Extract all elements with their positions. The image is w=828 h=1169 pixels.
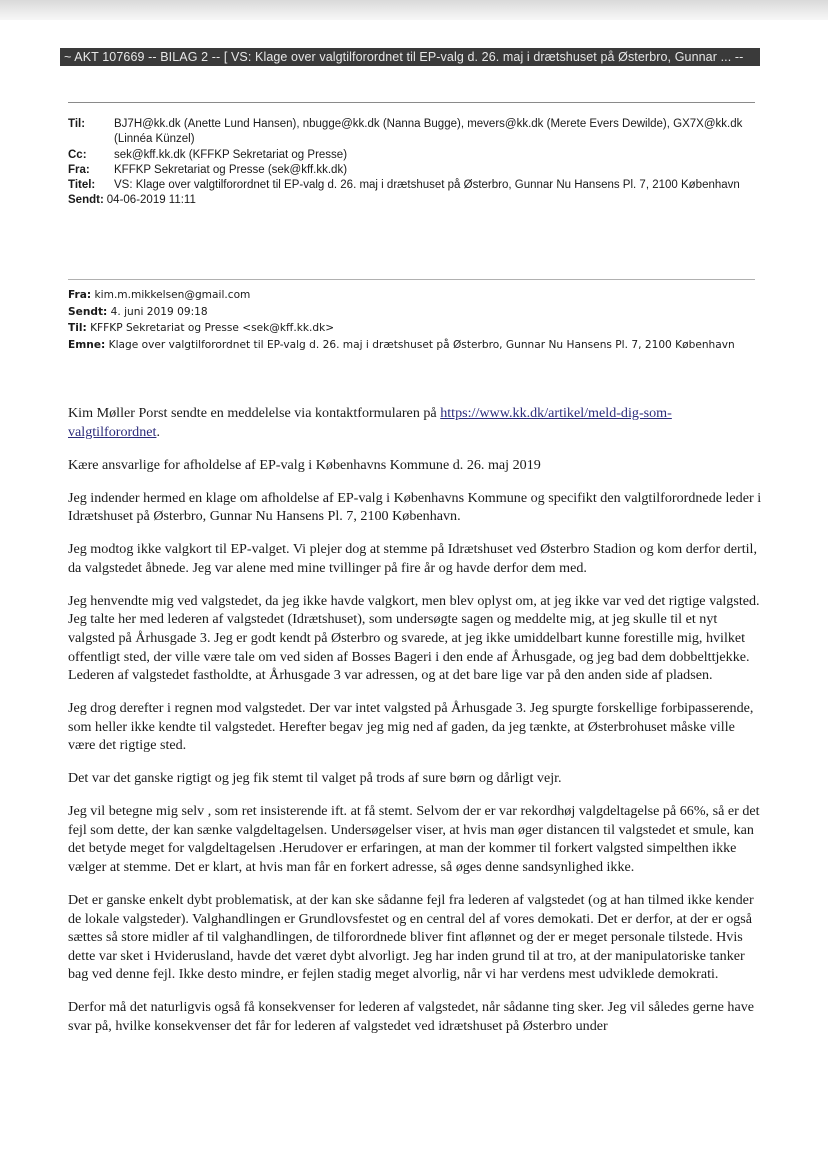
paragraph: Jeg modtog ikke valgkort til EP-valget. Vi plejer dog at stemme på Idrætshuset ved Østerbro Stadion og kom derfor dertil, da valgstedet åbnede. Jeg var alene med mine tvillinger på fire år og havde derfor dem med. [68, 541, 757, 576]
title-row [68, 178, 758, 193]
paragraph: Det var det ganske rigtigt og jeg fik stemt til valget på trods af sure børn og dårligt vejr. [68, 770, 562, 787]
title-value: VS: Klage over valgtilforordnet til EP-valg d. 26. maj i drætshuset på Østerbro, Gunnar Nu Hansens Pl. 7, 2100 København [114, 179, 740, 192]
paragraph: Det er ganske enkelt dybt problematisk, at der kan ske sådanne fejl fra lederen af valgstedet (og at han tilmed ikke kender de lokale valgsteder). Valghandlingen er Grundlovsfestet og en central del af vores demokati. Det er derfor, at der er også sættes så store midler af til valghandlingen, de tilforordnede bliver fint aflønnet og der er meget personale tilstede. Hvis dette var sket i Hviderusland, havde det været dybt alvorligt. Jeg har inden grund til at tro, at der manipulatoriske tanker bag ved denne fejl. Ikke desto mindre, er fejlen stadig meget alvorlig, når vi har verdens mest udviklede demokrati. [68, 892, 754, 983]
intro-text: Kim Møller Porst sendte en meddelelse via kontaktformularen på [68, 405, 441, 421]
orig-sent-row [68, 304, 758, 321]
orig-subject-value: Klage over valgtilforordnet til EP-valg d. 26. maj i drætshuset på Østerbro, Gunnar Nu Hansens Pl. 7, 2100 København [108, 338, 735, 351]
original-header [68, 287, 758, 353]
to-label: Til: [68, 118, 86, 130]
title-label: Titel: [68, 179, 96, 192]
orig-to-row [68, 320, 758, 337]
sent-row [68, 193, 758, 208]
divider [68, 279, 755, 280]
orig-from-label: Fra: [68, 289, 92, 301]
intro-paragraph [68, 404, 763, 441]
paragraph: Jeg vil betegne mig selv , som ret insisterende ift. at få stemt. Selvom der er var rekordhøj valgdeltagelse på 66%, så er det fejl som dette, der kan sænke valgdeltagelsen. Undersøgelser viser, at hvis man øger distancen til valgstedet et smule, kan det betyde meget for valgdeltagelsen .Herudover er erfaringen, at man der kommer til forkert valgsted simpelthen ikke vælger at stemme. Det er klart, at hvis man får en forkert adresse, så øges denne sandsynlighed ikke. [68, 803, 760, 876]
orig-subject-label: Emne: [68, 338, 106, 351]
from-value: KFFKP Sekretariat og Presse (sek@kff.kk.dk) [114, 163, 348, 176]
message-body [68, 404, 763, 1050]
orig-subject-row [68, 337, 758, 354]
sent-value: 04-06-2019 11:11 [106, 194, 196, 207]
orig-to-label: Til: [68, 322, 87, 335]
cc-value: sek@kff.kk.dk (KFFKP Sekretariat og Presse) [114, 148, 348, 161]
orig-from-value: kim.m.mikkelsen@gmail.com [94, 289, 251, 301]
cc-row [68, 148, 758, 163]
scan-edge [0, 0, 828, 20]
paragraph: Jeg indender hermed en klage om afholdelse af EP-valg i Københavns Kommune og specifikt den valgtilforordnede leder i Idrætshuset på Østerbro, Gunnar Nu Hansens Pl. 7, 2100 København. [68, 489, 762, 525]
paragraph: Jeg henvendte mig ved valgstedet, da jeg ikke havde valgkort, men blev oplyst om, at jeg ikke var ved det rigtige valgsted. Jeg talte her med lederen af valgstedet (Idrætshuset), som undersøgte sagen og meddelte mig, at jeg skulle til et nyt valgsted på Århusgade 3. Jeg er godt kendt på Østerbro og svarede, at jeg ikke umiddelbart kunne forestille mig, hvilket offentligt sted, der ville være tale om ved siden af Bosses Bageri i den ende af Århusgade, og jeg bad dem dobbelttjekke. Lederen af valgstedet fastholdte, at Århusgade 3 var adressen, og at det bare lige var på den anden side af pladsen. [68, 592, 760, 684]
orig-to-value: KFFKP Sekretariat og Presse <sek@kff.kk.dk> [90, 322, 335, 335]
paragraph: Jeg drog derefter i regnen mod valgstedet. Der var intet valgsted på Århusgade 3. Jeg spurgte forskellige forbipasserende, som heller ikke kendte til valgstedet. Herefter begav jeg mig ned af gaden, da jeg tænkte, at Østerbrohuset måske ville være det rigtige sted. [68, 700, 754, 754]
from-row [68, 163, 758, 178]
forward-header [68, 117, 758, 209]
orig-sent-label: Sendt: [68, 305, 108, 318]
document-banner: ~ AKT 107669 -- BILAG 2 -- [ VS: Klage over valgtilforordnet til EP-valg d. 26. maj i drætshuset på Østerbro, Gunnar ... -- [60, 48, 760, 66]
orig-sent-value: 4. juni 2019 09:18 [110, 305, 208, 318]
paragraph: Derfor må det naturligvis også få konsekvenser for lederen af valgstedet, når sådanne ting sker. Jeg vil således gerne have svar på, hvilke konsekvenser det får for lederen af valgstedet ved idrætshuset på Østerbro under [68, 999, 755, 1034]
from-label: Fra: [68, 163, 90, 176]
orig-from-row [68, 287, 758, 304]
divider [68, 102, 755, 103]
form-link[interactable]: https://www.kk.dk/artikel/meld-dig-som-valgtilforordnet [68, 405, 672, 440]
salutation: Kære ansvarlige for afholdelse af EP-valg i Københavns Kommune d. 26. maj 2019 [68, 456, 541, 473]
to-value: BJ7H@kk.dk (Anette Lund Hansen), nbugge@kk.dk (Nanna Bugge), mevers@kk.dk (Merete Evers Dewilde), GX7X@kk.dk (Linnéa Künzel) [114, 118, 743, 146]
to-row [68, 117, 758, 148]
intro-end: . [156, 423, 160, 440]
cc-label: Cc: [68, 148, 87, 161]
sent-label: Sendt: [68, 194, 104, 207]
